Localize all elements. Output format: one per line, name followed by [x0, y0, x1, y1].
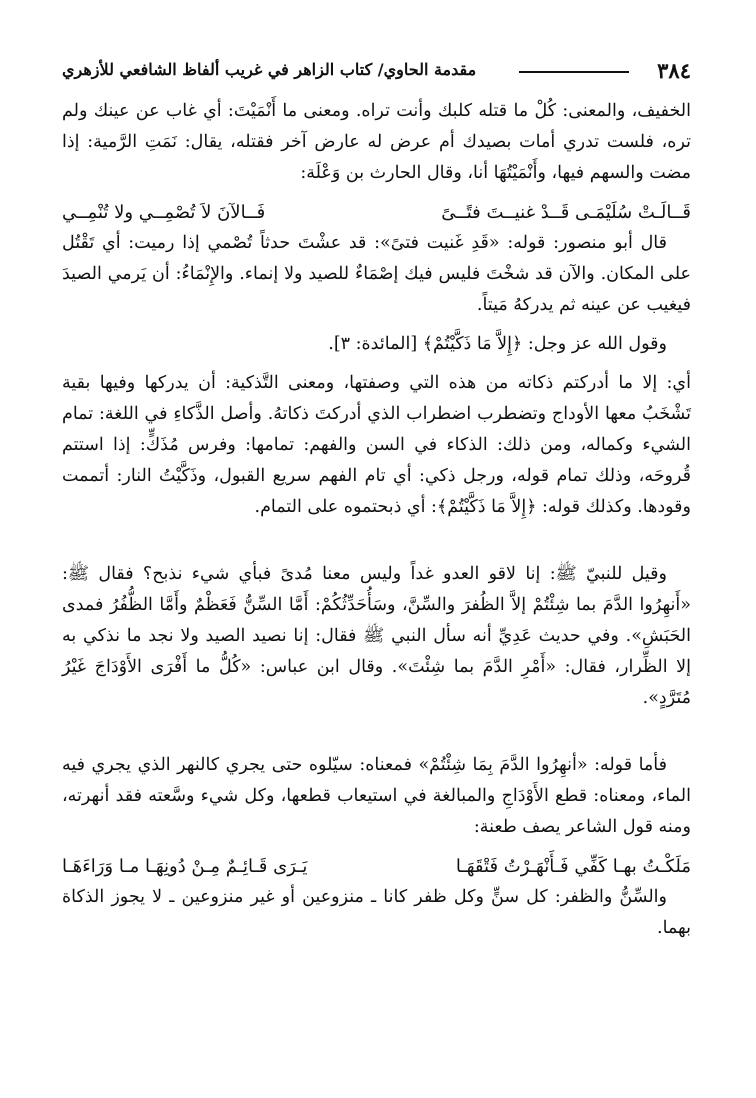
paragraph: أي: إلا ما أدركتم ذكاته من هذه التي وصفتها، ومعنى التَّذكية: أن يدركها وفيها بقية تَشْخَبُ معها الأوداج وتضطرب اضطراب الذي أدركتَ ذكاتهُ. وأصل الذَّكاءِ في اللغة: تمام الشيء وكماله، ومن ذلك: الذكاء في السن والفهم: تمامها: وفرس مُذَكٍّ: إذا استتم قُروحَه، وذلك تمام قوله، ورجل ذكي: أي تام الفهم سريع القبول، وذَكَّيْتُ النار: أتممت وقودها. وكذلك قوله: ﴿إِلاَّ مَا ذَكَّيْتُمْ﴾: أي ذبحتموه على التمام. [62, 373, 691, 517]
page-body [62, 96, 691, 944]
running-title: مقدمة الحاوي/ كتاب الزاهر في غريب ألفاظ الشافعي للأزهري [62, 60, 477, 79]
paragraph: فأما قوله: «أنهِرُوا الدَّمَ بِمَا شِئْتُمْ» فمعناه: سيّلوه حتى يجري كالنهر الذي يجري فيه الماء، ومعناه: قطع الأَوْدَاجِ والمبالغة في استيعاب قطعها، وكل شيء وسَّعته فقد أنهرته، ومنه قول الشاعر يصف طعنة: [62, 755, 691, 837]
running-header [62, 56, 691, 86]
header-rule [519, 71, 629, 73]
poem-verse [62, 197, 691, 228]
verse-hemistich-first: مَلَكْـتُ بهـا كَفِّي فَـأَنْهَـرْتُ فَتْقَهَـا [455, 856, 691, 877]
paragraph: والسِّنُّ والظفر: كل سنٍّ وكل ظفر كانا ـ منزوعين أو غير منزوعين ـ لا يجوز الذكاة بهما. [62, 887, 691, 938]
paragraph: قال أبو منصور: قوله: «قَدِ غَنيت فتىً»: قد عشْتَ حدثاً تُصْمي إذا رميت: أي تَقْتُل على المكان. والآن قد شخْتَ فليس فيك إصْمَاءٌ للصيد ولا إنماء. والإِنْمَاءُ: أن يَرمي الصيدَ فيغيب عن عينه ثم يدركهُ مَيتاً. [62, 233, 691, 315]
verse-hemistich-first: قَــالَـتْ سُلَيْمَـى قَــدْ غنيــتَ فتًــىً [441, 202, 691, 223]
paragraph: الخفيف، والمعنى: كُلْ ما قتله كلبك وأنت تراه. ومعنى ما أَنْمَيْتَ: أي غاب عن عينك ولم تره، فلست تدري أمات بصيدك أم عرض له عارض آخر فقتله، يقال: نَمَتِ الرَّمية: إذا مضت والسهم فيها، وأَنْمَيْتُهَا أنا، وقال الحارث بن وَعْلَة: [62, 101, 691, 183]
verse-hemistich-second: يَـرَى قَـائِـمٌ مِـنْ دُونِهَـا مـا وَرَاءَهَـا [62, 856, 308, 877]
page-number: ٣٨٤ [657, 58, 691, 83]
paragraph: وقول الله عز وجل: ﴿إِلاَّ مَا ذَكَّيْتُمْ﴾ [المائدة: ٣]. [328, 334, 667, 354]
verse-hemistich-second: فَــالآنَ لاَ تُصْمِــي ولا تُنْمِــي [62, 202, 266, 223]
poem-verse [62, 851, 691, 882]
paragraph: وقيل للنبيّ ﷺ: إنا لاقو العدو غداً وليس معنا مُدىً فبأي شيء نذبح؟ فقال ﷺ: «أَنهِرُوا الدَّمَ بما شِئْتُمْ إلاَّ الظُفرَ والسِّنَّ، وسَأُحَدِّثُكُمْ: أَمَّا السِّنُّ فَعَظْمٌ وأَمَّا الظُّفُرُ فمدى الحَبَشِ». وفي حديث عَدِيِّ أنه سأل النبي ﷺ فقال: إنا نصيد الصيد ولا نجد ما نذكي به إلا الظِّرار، فقال: «أَمْرِ الدَّمَ بما شِئْتَ». وقال ابن عباس: «كُلُّ ما أَفْرَى الأَوْدَاجَ غَيْرُ مُتَرَّدٍ». [62, 564, 691, 708]
